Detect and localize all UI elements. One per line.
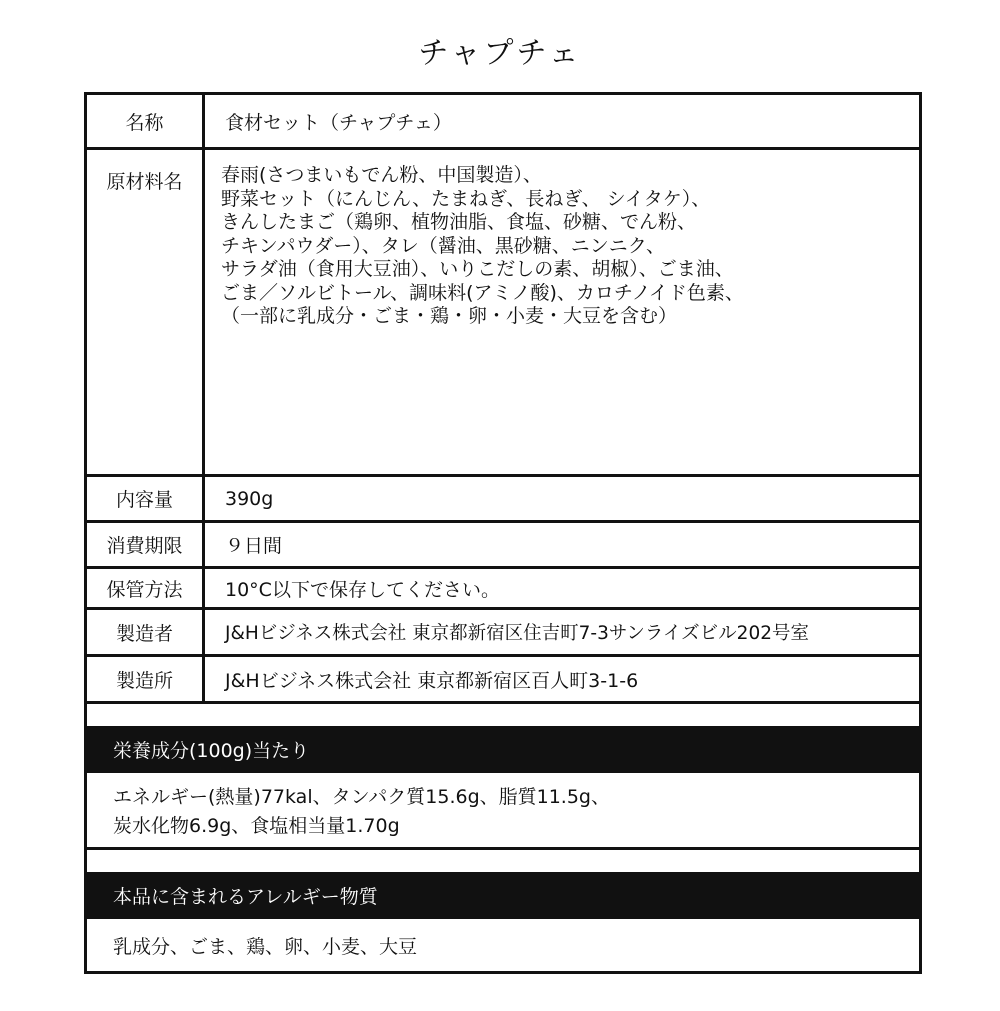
manufacturer-label: 製造者 bbox=[87, 610, 205, 654]
row-ingredients bbox=[87, 150, 919, 477]
page-title: チャプチェ bbox=[418, 36, 582, 71]
divider bbox=[87, 847, 919, 850]
ingredient-line: チキンパウダー）、タレ（醤油、黒砂糖、ニンニク、 bbox=[221, 234, 666, 257]
ingredient-line: ごま／ソルビトール、調味料(アミノ酸)、カロチノイド色素、 bbox=[221, 281, 744, 304]
row-expiry bbox=[87, 523, 919, 569]
expiry-value: ９日間 bbox=[225, 535, 283, 557]
nutrition-text bbox=[113, 783, 610, 841]
nutrition-line: 炭水化物6.9g、食塩相当量1.70g bbox=[113, 815, 400, 837]
factory-value: J&Hビジネス株式会社 東京都新宿区百人町3-1-6 bbox=[225, 669, 639, 692]
row-manufacturer bbox=[87, 610, 919, 657]
name-value: 食材セット（チャプチェ） bbox=[225, 111, 452, 134]
allergen-heading: 本品に含まれるアレルギー物質 bbox=[87, 872, 919, 919]
ingredient-line: 春雨(さつまいもでん粉、中国製造）、 bbox=[221, 164, 542, 186]
storage-label: 保管方法 bbox=[87, 569, 205, 607]
ingredient-line: サラダ油（食用大豆油）、いりこだしの素、胡椒）、ごま油、 bbox=[221, 258, 734, 280]
row-content bbox=[87, 477, 919, 523]
name-label: 名称 bbox=[87, 95, 205, 147]
row-name bbox=[87, 95, 919, 150]
ingredient-line: （一部に乳成分・ごま・鶏・卵・小麦・大豆を含む） bbox=[221, 305, 678, 327]
row-factory bbox=[87, 657, 919, 704]
ingredient-line: きんしたまご（鶏卵、植物油脂、食塩、砂糖、でん粉、 bbox=[221, 211, 697, 233]
ingredient-line: 野菜セット（にんじん、たまねぎ、長ねぎ、 シイタケ）、 bbox=[221, 187, 711, 210]
manufacturer-value: J&Hビジネス株式会社 東京都新宿区住吉町7-3サンライズビル202号室 bbox=[225, 623, 809, 644]
label-table bbox=[84, 92, 922, 974]
factory-label: 製造所 bbox=[87, 657, 205, 701]
nutrition-heading: 栄養成分(100g)当たり bbox=[87, 726, 919, 773]
content-label: 内容量 bbox=[87, 477, 205, 520]
allergen-text: 乳成分、ごま、鶏、卵、小麦、大豆 bbox=[113, 936, 418, 958]
expiry-label: 消費期限 bbox=[87, 523, 205, 566]
content-value: 390g bbox=[225, 487, 274, 510]
nutrition-line: エネルギー(熱量)77kal、タンパク質15.6g、脂質11.5g、 bbox=[113, 786, 610, 808]
ingredients-label: 原材料名 bbox=[87, 150, 205, 474]
row-storage bbox=[87, 569, 919, 610]
ingredients-value bbox=[221, 164, 915, 329]
storage-value: 10°C以下で保存してください。 bbox=[225, 578, 500, 601]
